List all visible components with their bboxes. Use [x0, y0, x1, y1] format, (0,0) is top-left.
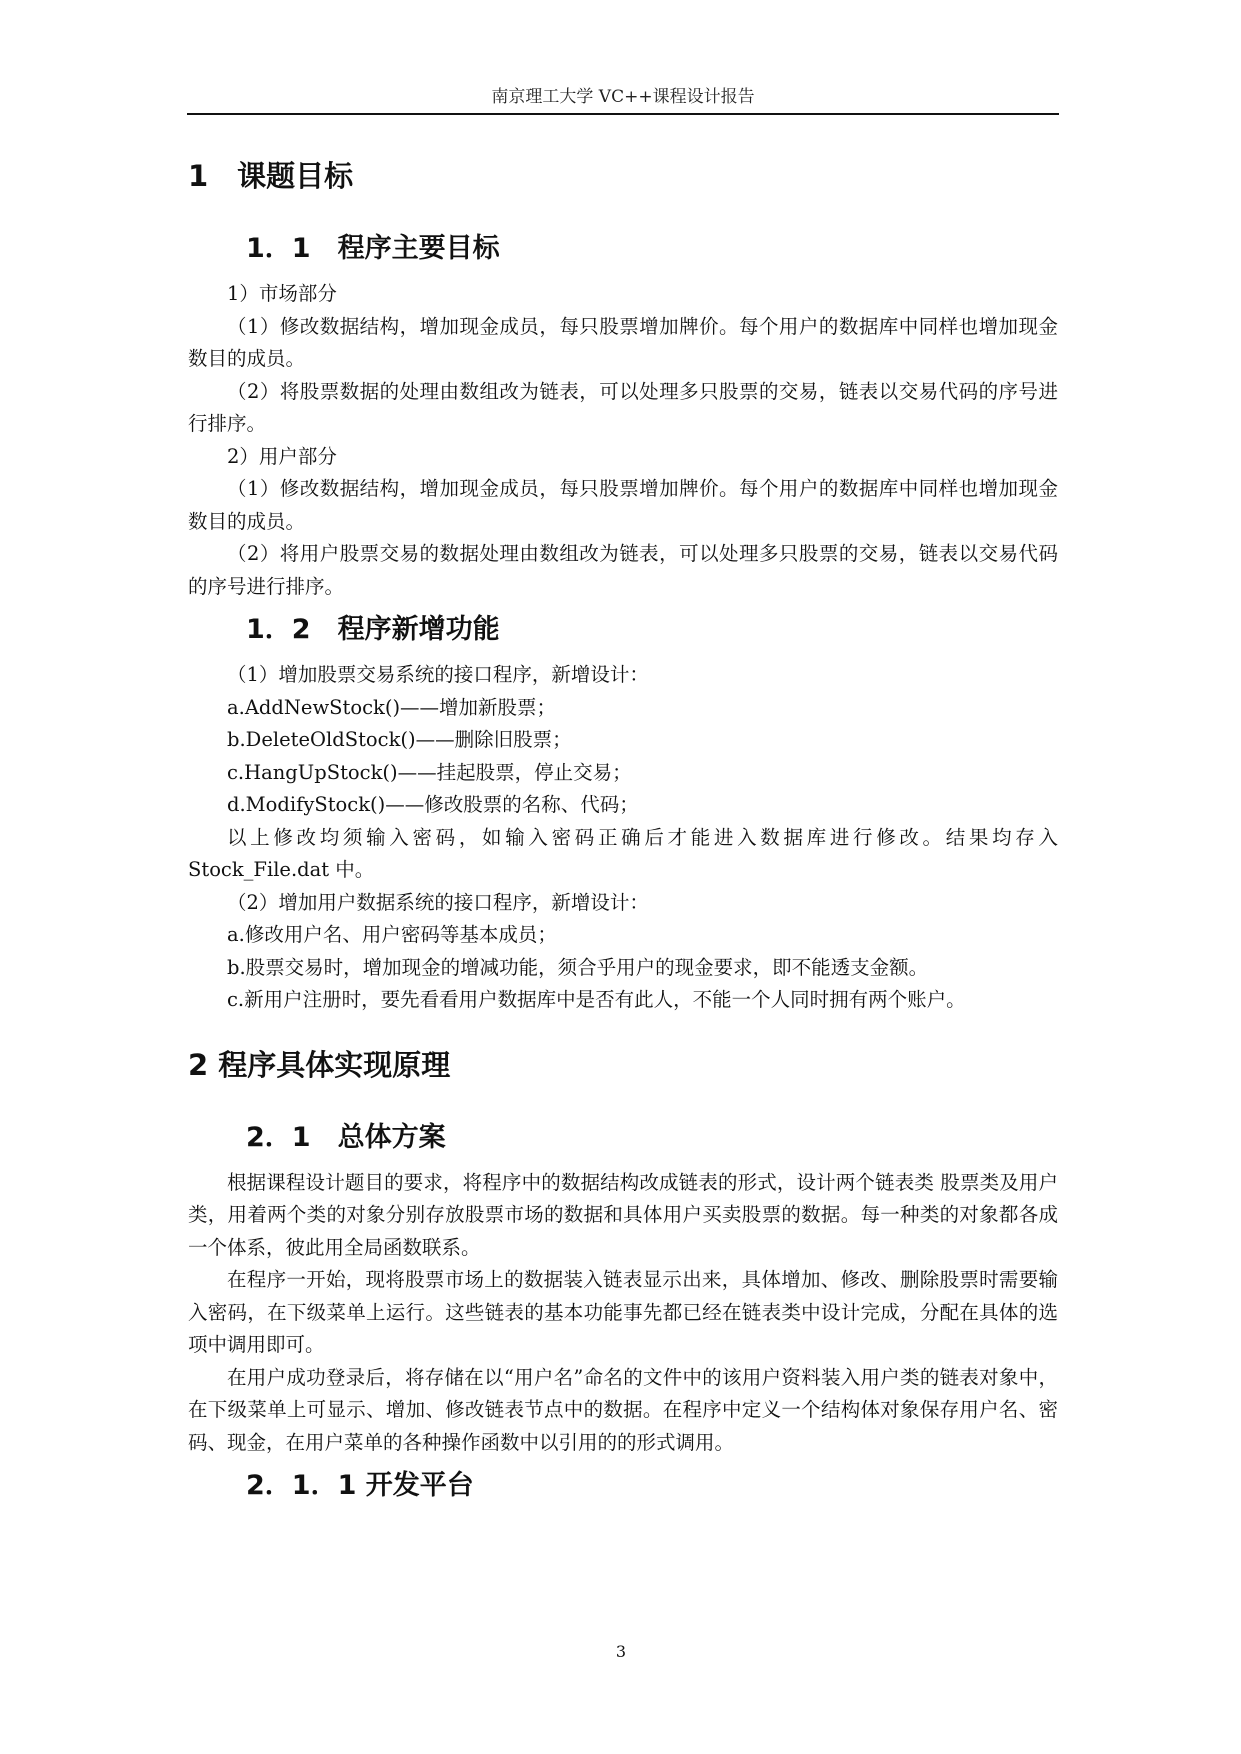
list-item: b.DeleteOldStock()——删除旧股票； [227, 728, 572, 751]
page-number: 3 [615, 1642, 627, 1661]
list-item: a.修改用户名、用户密码等基本成员； [227, 923, 557, 946]
paragraph: （2）将用户股票交易的数据处理由数组改为链表，可以处理多只股票的交易，链表以交易代码的序号进行排序。 [188, 542, 1058, 598]
section-2-1-1-heading: 2．1．1 开发平台 [246, 1470, 474, 1501]
paragraph: （2）增加用户数据系统的接口程序，新增设计： [227, 890, 649, 914]
list-item: a.AddNewStock()——增加新股票； [227, 695, 557, 719]
paragraph: （1）修改数据结构，增加现金成员，每只股票增加牌价。每个用户的数据库中同样也增加现金数目的成员。 [188, 477, 1058, 533]
paragraph: 根据课程设计题目的要求，将程序中的数据结构改成链表的形式，设计两个链表类 股票类及用户类，用着两个类的对象分别存放股票市场的数据和具体用户买卖股票的数据。每一种类的对象都各成一个体系，彼此用全局函数联系。 [188, 1170, 1058, 1259]
list-item: c.HangUpStock()——挂起股票，停止交易； [227, 760, 632, 784]
section-1-heading: 1 课题目标 [188, 159, 354, 193]
paragraph: 2）用户部分 [227, 444, 337, 468]
list-item: b.股票交易时，增加现金的增减功能，须合乎用户的现金要求，即不能透支金额。 [227, 955, 929, 979]
paragraph: 以上修改均须输入密码，如输入密码正确后才能进入数据库进行修改。结果均存入Stock_File.dat 中。 [188, 825, 1058, 881]
header-divider [187, 113, 1059, 115]
paragraph: （1）增加股票交易系统的接口程序，新增设计： [227, 663, 649, 686]
paragraph: （2）将股票数据的处理由数组改为链表，可以处理多只股票的交易，链表以交易代码的序号进行排序。 [188, 379, 1058, 435]
paragraph: 1）市场部分 [227, 282, 337, 305]
paragraph: （1）修改数据结构，增加现金成员，每只股票增加牌价。每个用户的数据库中同样也增加现金数目的成员。 [188, 314, 1058, 370]
list-item: c.新用户注册时，要先看看用户数据库中是否有此人，不能一个人同时拥有两个账户。 [227, 988, 966, 1011]
page-header: 南京理工大学 VC++课程设计报告 [491, 87, 755, 107]
section-2-heading: 2 程序具体实现原理 [188, 1047, 451, 1082]
paragraph: 在程序一开始，现将股票市场上的数据装入链表显示出来，具体增加、修改、删除股票时需要输入密码，在下级菜单上运行。这些链表的基本功能事先都已经在链表类中设计完成，分配在具体的选项中调用即可。 [188, 1268, 1058, 1356]
document-body [188, 156, 1058, 1505]
section-1-2-heading: 1．2 程序新增功能 [246, 614, 500, 645]
paragraph: 在用户成功登录后，将存储在以“用户名”命名的文件中的该用户资料装入用户类的链表对象中，在下级菜单上可显示、增加、修改链表节点中的数据。在程序中定义一个结构体对象保存用户名、密码、现金，在用户菜单的各种操作函数中以引用的的形式调用。 [188, 1365, 1058, 1454]
section-1-1-heading: 1．1 程序主要目标 [246, 233, 500, 264]
section-2-1-heading: 2．1 总体方案 [246, 1121, 446, 1153]
list-item: d.ModifyStock()——修改股票的名称、代码； [227, 793, 639, 816]
